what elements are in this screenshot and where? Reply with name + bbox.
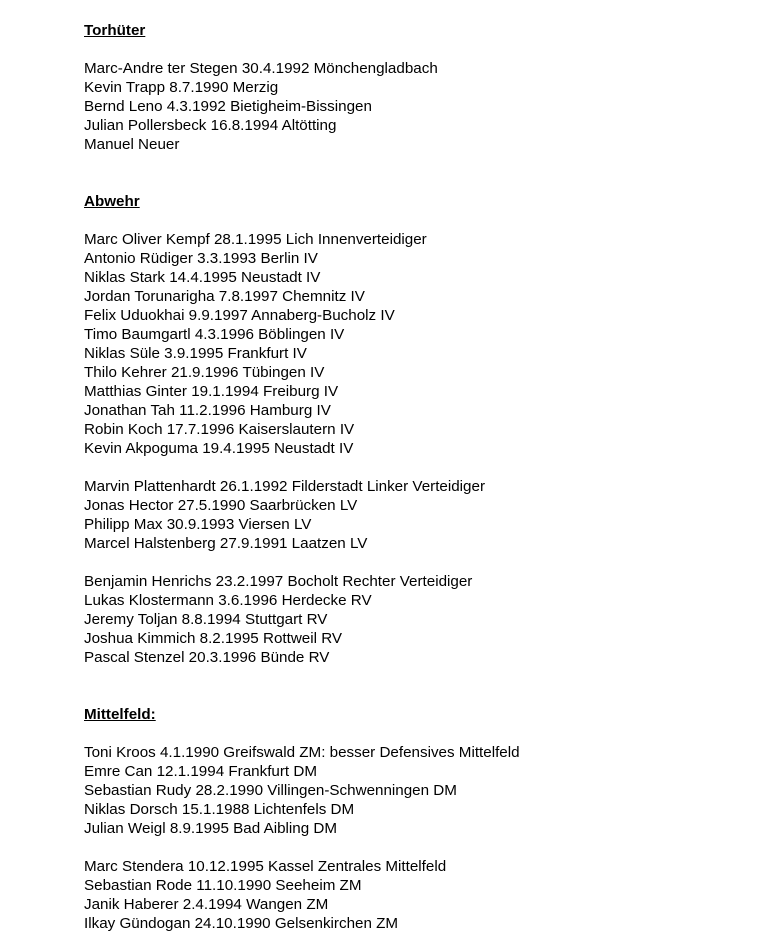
spacer [84,40,764,59]
player-line: Bernd Leno 4.3.1992 Bietigheim-Bissingen [84,98,372,115]
spacer [84,724,764,743]
player-line: Robin Koch 17.7.1996 Kaiserslautern IV [84,421,355,438]
player-line: Antonio Rüdiger 3.3.1993 Berlin IV [84,250,318,267]
player-line: Toni Kroos 4.1.1990 Greifswald ZM: besser Defensives Mittelfeld [84,744,520,761]
player-line: Marcel Halstenberg 27.9.1991 Laatzen LV [84,535,368,552]
player-line: Sebastian Rode 11.10.1990 Seeheim ZM [84,877,362,894]
player-line: Felix Uduokhai 9.9.1997 Annaberg-Bucholz IV [84,307,395,324]
player-line: Jordan Torunarigha 7.8.1997 Chemnitz IV [84,288,365,305]
player-line: Ilkay Gündogan 24.10.1990 Gelsenkirchen ZM [84,915,399,932]
spacer [84,667,764,686]
section-heading-abwehr: Abwehr [84,193,140,210]
player-line: Sebastian Rudy 28.2.1990 Villingen-Schwenningen DM [84,782,457,799]
spacer [84,458,764,477]
player-line: Kevin Akpoguma 19.4.1995 Neustadt IV [84,440,354,457]
player-line: Janik Haberer 2.4.1994 Wangen ZM [84,896,329,913]
player-line: Niklas Süle 3.9.1995 Frankfurt IV [84,345,307,362]
player-line: Benjamin Henrichs 23.2.1997 Bocholt Rechter Verteidiger [84,573,473,590]
player-line: Kevin Trapp 8.7.1990 Merzig [84,79,279,96]
section-heading-torhueter: Torhüter [84,22,146,39]
document-page [84,21,764,933]
player-line: Manuel Neuer [84,136,180,153]
player-line: Thilo Kehrer 21.9.1996 Tübingen IV [84,364,325,381]
spacer [84,553,764,572]
spacer [84,838,764,857]
player-line: Marc Stendera 10.12.1995 Kassel Zentrales Mittelfeld [84,858,447,875]
player-line: Marc-Andre ter Stegen 30.4.1992 Mönchengladbach [84,60,438,77]
player-line: Lukas Klostermann 3.6.1996 Herdecke RV [84,592,372,609]
spacer [84,173,764,192]
player-line: Jeremy Toljan 8.8.1994 Stuttgart RV [84,611,328,628]
spacer [84,154,764,173]
player-line: Jonas Hector 27.5.1990 Saarbrücken LV [84,497,358,514]
player-line: Emre Can 12.1.1994 Frankfurt DM [84,763,317,780]
spacer [84,211,764,230]
player-line: Julian Pollersbeck 16.8.1994 Altötting [84,117,337,134]
player-line: Joshua Kimmich 8.2.1995 Rottweil RV [84,630,343,647]
player-line: Timo Baumgartl 4.3.1996 Böblingen IV [84,326,345,343]
player-line: Marvin Plattenhardt 26.1.1992 Filderstadt Linker Verteidiger [84,478,486,495]
player-line: Jonathan Tah 11.2.1996 Hamburg IV [84,402,331,419]
player-line: Julian Weigl 8.9.1995 Bad Aibling DM [84,820,337,837]
player-line: Niklas Stark 14.4.1995 Neustadt IV [84,269,321,286]
player-line: Matthias Ginter 19.1.1994 Freiburg IV [84,383,339,400]
spacer [84,686,764,705]
player-line: Niklas Dorsch 15.1.1988 Lichtenfels DM [84,801,355,818]
player-line: Philipp Max 30.9.1993 Viersen LV [84,516,312,533]
section-heading-mittelfeld: Mittelfeld: [84,706,156,723]
player-line: Marc Oliver Kempf 28.1.1995 Lich Innenverteidiger [84,231,427,248]
player-line: Pascal Stenzel 20.3.1996 Bünde RV [84,649,330,666]
